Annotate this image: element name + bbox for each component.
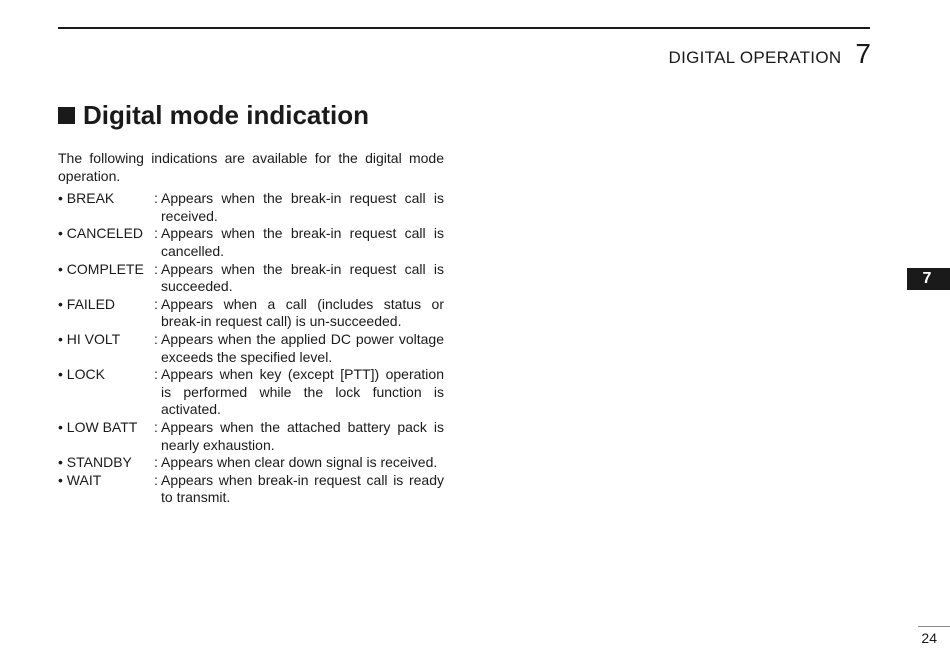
indication-item <box>58 331 444 366</box>
intro-paragraph: The following indications are available for the digital mode operation. <box>58 150 444 184</box>
indication-description: Appears when a call (includes status or break-in request call) is un-succeeded. <box>161 295 444 330</box>
indication-term: • STANDBY <box>58 454 132 471</box>
header-rule <box>58 27 870 29</box>
indication-term: • COMPLETE <box>58 260 144 277</box>
chapter-header <box>669 38 872 70</box>
indication-item <box>58 366 444 419</box>
indication-term: • CANCELED <box>58 225 144 242</box>
chapter-number: 7 <box>855 38 871 69</box>
chapter-title: DIGITAL OPERATION <box>668 48 842 67</box>
indication-colon: : <box>154 295 158 312</box>
indication-description: Appears when clear down signal is received. <box>161 454 438 471</box>
indication-item <box>58 296 444 331</box>
indication-term: • WAIT <box>58 471 102 488</box>
indication-colon: : <box>154 225 158 242</box>
indication-description: Appears when key (except [PTT]) operation is performed while the lock function is activated. <box>161 366 444 418</box>
indication-item <box>58 454 444 472</box>
footer-rule <box>918 626 950 627</box>
indication-item <box>58 225 444 260</box>
chapter-side-tab: 7 <box>907 268 950 290</box>
indication-description: Appears when the break-in request call is cancelled. <box>161 225 444 259</box>
indication-colon: : <box>154 471 158 488</box>
indication-term: • FAILED <box>58 295 116 312</box>
indication-item <box>58 419 444 454</box>
section-heading <box>58 100 369 131</box>
indication-term: • HI VOLT <box>58 330 121 347</box>
indication-item <box>58 190 444 225</box>
indication-description: Appears when break-in request call is ready to transmit. <box>161 471 444 506</box>
indication-description: Appears when the break-in request call is received. <box>161 190 444 224</box>
main-content <box>58 150 444 507</box>
indication-colon: : <box>154 418 158 435</box>
indication-term: • BREAK <box>58 190 115 207</box>
indication-colon: : <box>154 190 158 207</box>
indication-colon: : <box>154 260 158 277</box>
indication-colon: : <box>154 330 158 347</box>
indication-colon: : <box>154 454 158 471</box>
indication-item <box>58 472 444 507</box>
black-square-icon <box>58 107 75 124</box>
indication-term: • LOCK <box>58 366 105 383</box>
page-number: 24 <box>921 630 937 646</box>
indication-description: Appears when the break-in request call is succeeded. <box>161 260 444 295</box>
indication-item <box>58 261 444 296</box>
indication-description: Appears when the attached battery pack is nearly exhaustion. <box>161 418 444 453</box>
indication-description: Appears when the applied DC power voltage exceeds the specified level. <box>161 330 444 365</box>
indication-term: • LOW BATT <box>58 418 138 435</box>
section-title: Digital mode indication <box>83 100 370 130</box>
indication-list <box>58 190 444 507</box>
indication-colon: : <box>154 366 158 383</box>
